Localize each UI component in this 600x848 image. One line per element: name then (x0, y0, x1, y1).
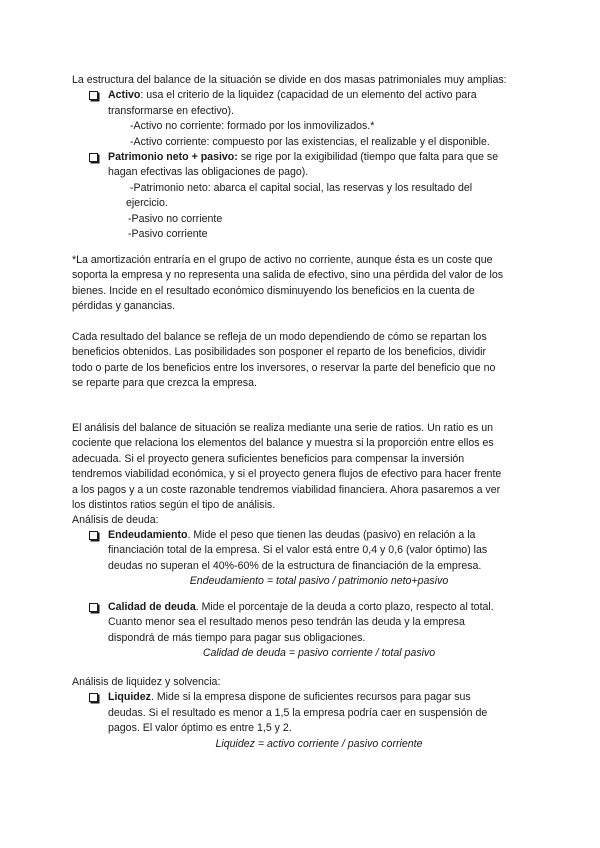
term-calidad-deuda: Calidad de deuda (108, 601, 196, 613)
activo-no-corriente: -Activo no corriente: formado por los inmovilizados.* (130, 120, 375, 133)
text-line: todo o parte de los beneficios entre los inversores, o reservar la parte del beneficio que no (72, 361, 496, 374)
text-line: los distintos ratios según el tipo de análisis. (72, 499, 276, 512)
text-line: beneficios obtenidos. Las posibilidades son posponer el reparto de los beneficios, dividir (72, 346, 487, 359)
calidad-text-cont: Cuanto menor sea el resultado menos peso tendrán las deuda y la empresa (108, 616, 465, 629)
liquidez-text: . Mide si la empresa dispone de suficientes recursos para pagar sus (150, 691, 471, 704)
text-line: tendremos viabilidad económica, y si el proyecto genera flujos de efectivo para hacer frente (72, 468, 502, 481)
ratios-paragraph (72, 421, 530, 529)
pasivo-no-corriente: -Pasivo no corriente (128, 212, 223, 225)
liquidez-text-cont: deudas. Si el resultado es menor a 1,5 la empresa podría caer en suspensión de (108, 706, 488, 719)
deuda-heading: Análisis de deuda: (72, 514, 159, 527)
text-line: a los pagos y a un coste razonable tendremos viabilidad financiera. Ahora pasaremos a ver (72, 483, 501, 496)
activo-corriente: -Activo corriente: compuesto por las existencias, el realizable y el disponible. (130, 135, 490, 148)
list-item-calidad-deuda (72, 600, 530, 662)
checkbox-bullet-icon (89, 91, 98, 100)
list-item-patrimonio (72, 150, 530, 242)
term-activo: Activo (108, 89, 141, 102)
text-line: cociente que relaciona los elementos del balance y muestra si la proporción entre ellos es (72, 437, 494, 450)
footnote-paragraph (72, 253, 530, 315)
list-item-activo (72, 88, 530, 150)
patrimonio-text: se rige por la exigibilidad (tiempo que falta para que se (237, 151, 499, 164)
balance-structure-section (72, 73, 530, 242)
text-line: adecuada. Si el proyecto genera suficientes beneficios para compensar la inversión (72, 452, 465, 465)
checkbox-bullet-icon (89, 693, 98, 702)
text-line: Cada resultado del balance se refleja de un modo dependiendo de cómo se repartan los (72, 331, 487, 343)
checkbox-bullet-icon (89, 153, 98, 162)
activo-text: : usa el criterio de la liquidez (capacidad de un elemento del activo para (140, 89, 477, 102)
endeudamiento-text-cont: deudas no superan el 40%-60% de la estructura de financiación de la empresa. (108, 559, 482, 572)
list-item-endeudamiento (72, 528, 530, 590)
calidad-text: . Mide el porcentaje de la deuda a corto plazo, respecto al total. (195, 601, 494, 613)
endeudamiento-text-cont: financiación total de la empresa. Si el valor está entre 0,4 y 0,6 (valor óptimo) las (108, 544, 488, 557)
term-patrimonio: Patrimonio neto + pasivo: (108, 151, 238, 164)
liquidez-formula: Liquidez = activo corriente / pasivo corriente (215, 737, 423, 750)
liquidez-heading: Análisis de liquidez y solvencia: (72, 676, 221, 688)
checkbox-bullet-icon (89, 531, 98, 540)
list-item-liquidez (72, 690, 530, 752)
endeudamiento-formula: Endeudamiento = total pasivo / patrimonio neto+pasivo (189, 575, 449, 588)
liquidez-text-cont: pagos. El valor óptimo es entre 1,5 y 2. (108, 722, 292, 735)
intro-text: La estructura del balance de la situación se divide en dos masas patrimoniales muy amplias: (72, 74, 507, 86)
text-line: pérdidas y ganancias. (72, 300, 176, 313)
term-liquidez: Liquidez (108, 691, 151, 704)
pasivo-corriente: -Pasivo corriente (128, 228, 208, 241)
calidad-text-cont: dispondrá de más tiempo para pagar sus obligaciones. (108, 631, 366, 644)
endeudamiento-text: . Mide el peso que tienen las deudas (pasivo) en relación a la (187, 529, 476, 541)
text-line: *La amortización entraría en el grupo de activo no corriente, aunque ésta es un coste que (72, 254, 493, 266)
patrimonio-text-cont: hagan efectivas las obligaciones de pago). (108, 166, 309, 179)
activo-text-cont: transformarse en efectivo). (108, 104, 234, 117)
patrimonio-neto: -Patrimonio neto: abarca el capital social, las reservas y los resultado del (130, 181, 473, 194)
resultado-paragraph (72, 330, 530, 392)
patrimonio-neto-cont: ejercicio. (126, 197, 168, 210)
text-line: se reparte para que crezca la empresa. (72, 377, 257, 390)
liquidez-section (72, 675, 530, 752)
calidad-formula: Calidad de deuda = pasivo corriente / total pasivo (202, 647, 436, 660)
text-line: soporta la empresa y no representa una salida de efectivo, sino una pérdida del valor de los (72, 269, 504, 282)
term-endeudamiento: Endeudamiento (108, 529, 188, 541)
checkbox-bullet-icon (89, 603, 98, 612)
text-line: bienes. Incide en el resultado económico disminuyendo los beneficios en la cuenta de (72, 284, 475, 297)
text-line: El análisis del balance de situación se realiza mediante una serie de ratios. Un ratio es un (72, 422, 494, 434)
